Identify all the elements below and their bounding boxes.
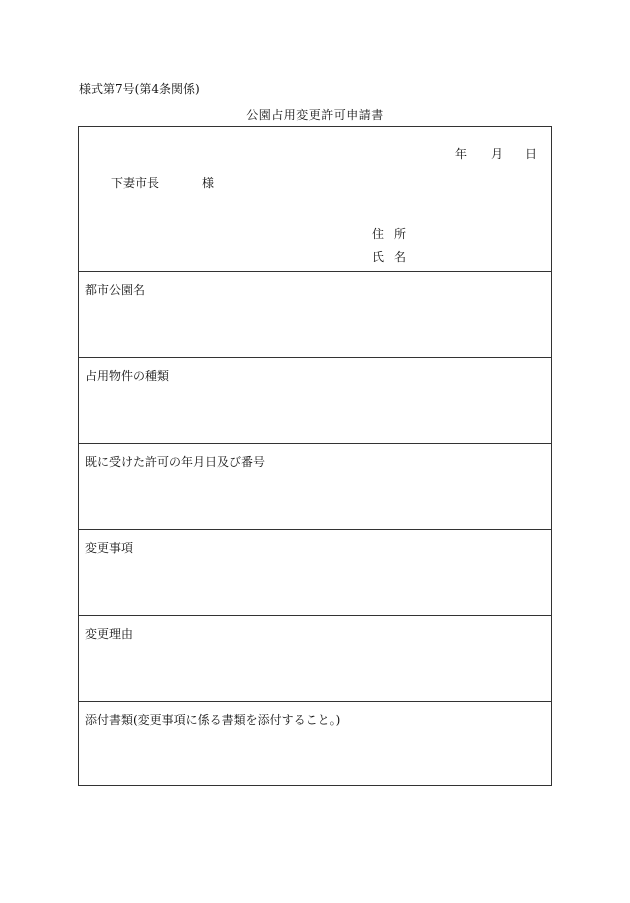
field-change-items — [79, 530, 551, 616]
honorific: 様 — [202, 176, 215, 190]
recipient: 下妻市長 — [111, 176, 160, 190]
application-form — [78, 126, 552, 786]
field-prior-permit — [79, 444, 551, 530]
address-label: 住所 — [372, 227, 417, 241]
field-park-name — [79, 272, 551, 358]
field-change-reason — [79, 616, 551, 702]
field-label: 添付書類(変更事項に係る書類を添付すること。) — [85, 713, 341, 727]
field-label: 既に受けた許可の年月日及び番号 — [85, 455, 266, 469]
name-label: 氏名 — [372, 250, 417, 264]
date-day-label: 日 — [525, 147, 538, 161]
field-label: 都市公園名 — [85, 283, 146, 297]
field-label: 占用物件の種類 — [85, 369, 170, 383]
header-section — [79, 127, 551, 272]
form-number: 様式第7号(第4条関係) — [79, 82, 200, 96]
field-attachments — [79, 702, 551, 785]
date-month-label: 月 — [491, 147, 504, 161]
field-label: 変更事項 — [85, 541, 134, 555]
field-object-type — [79, 358, 551, 444]
field-label: 変更理由 — [85, 627, 134, 641]
date-year-label: 年 — [455, 147, 468, 161]
form-title: 公園占用変更許可申請書 — [246, 108, 384, 122]
